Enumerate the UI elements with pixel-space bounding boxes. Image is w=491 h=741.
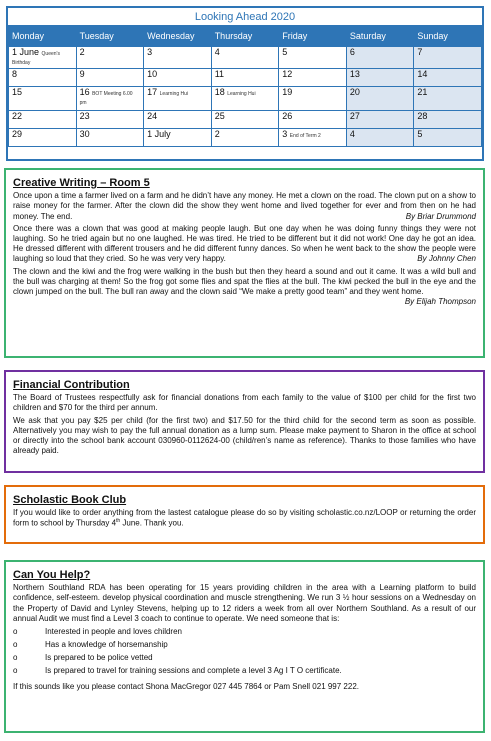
story: [13, 191, 476, 222]
calendar-date: 11: [214, 68, 225, 79]
calendar-date: 30: [79, 128, 90, 139]
calendar-event-note: End of Term 2: [289, 132, 321, 139]
help-intro: Northern Southland RDA has been operating for 15 years providing children in the area with a Learning platform to build confidence, self-esteem. develop physical coordination and muscle strengthening. We run 3 ½ hour sessions on a Wednesday on the Property of David and Lynley Stevens, helping up to 12 riders a week from all over Northern Southland. As a result of our annual Audit we must find a Level 3 coach to continue to operate. We need someone that is:: [13, 583, 476, 623]
calendar-date: 13: [349, 68, 360, 79]
calendar-event-note: Learning Hui: [159, 90, 189, 97]
calendar-date: 4: [214, 47, 220, 57]
can-you-help-section: [4, 560, 485, 733]
calendar-day-cell: [279, 68, 347, 86]
bullet-icon: o: [13, 653, 18, 663]
creative-writing-section: [4, 168, 485, 358]
calendar-date: 21: [417, 86, 428, 97]
calendar-week-row: [9, 68, 482, 86]
calendar-day-cell: [9, 128, 77, 146]
calendar-date: 7: [417, 47, 423, 57]
calendar-day-cell: [211, 128, 279, 146]
calendar-header-saturday: Saturday: [346, 27, 414, 47]
financial-contribution-heading: Financial Contribution: [13, 379, 130, 391]
story-author: By Briar Drummond: [405, 211, 476, 221]
calendar-date: 14: [417, 68, 428, 79]
calendar: [6, 6, 484, 161]
calendar-event-note: Queen's Birthday: [12, 51, 61, 67]
calendar-day-cell: [346, 47, 414, 69]
story-text: Once there was a clown that was good at making people laugh. But one day when he was doing funny things they were not laughing. So he tried again but no one laughed. He was tired. He tried to be different but it did not work! One day he got an idea. He dressed different with different trousers and he did different funny dances. So when he went back to the show the people were laughing so loud that they cried. So he was very very happy.: [13, 223, 476, 264]
requirements-list: [13, 626, 476, 678]
calendar-day-cell: [414, 47, 482, 69]
scholastic-heading: Scholastic Book Club: [13, 494, 127, 506]
calendar-day-cell: [414, 68, 482, 86]
story-text: The clown and the kiwi and the frog were walking in the bush but then they heard a sound and out it came. It was a wild bull and the bull was charging at them! So the frog got some flies and spat the flies at the bull. The kiwi pecked the bull in the eye and the clown jumped on the bull. The bull ran away and the clown said “We make a pretty good team” and they went home.: [13, 266, 476, 297]
calendar-date: 5: [282, 47, 288, 57]
calendar-title: Looking Ahead 2020: [8, 8, 482, 26]
list-item-text: Interested in people and loves children: [45, 627, 182, 637]
calendar-header-friday: Friday: [279, 27, 347, 47]
list-item: [13, 626, 476, 639]
calendar-week-row: [9, 47, 482, 69]
calendar-day-cell: [9, 86, 77, 110]
calendar-week-row: [9, 128, 482, 146]
calendar-date: 18: [214, 86, 225, 97]
calendar-date: 16: [79, 86, 90, 97]
calendar-date: 2: [214, 128, 220, 139]
calendar-day-cell: [346, 68, 414, 86]
calendar-day-cell: [76, 47, 144, 69]
calendar-date: 17: [147, 86, 158, 97]
calendar-day-cell: [9, 110, 77, 128]
calendar-week-row: [9, 110, 482, 128]
bullet-icon: o: [13, 666, 18, 676]
story: [13, 266, 476, 307]
calendar-date: 29: [12, 128, 23, 139]
calendar-date: 1 July: [147, 128, 171, 139]
calendar-day-cell: [144, 86, 212, 110]
story-author: By Johnny Chen: [417, 254, 476, 264]
calendar-date: 20: [349, 86, 360, 97]
calendar-day-cell: [414, 110, 482, 128]
help-contact: If this sounds like you please contact Shona MacGregor 027 445 7864 or Pam Snell 021 997 222.: [13, 682, 359, 692]
bullet-icon: o: [13, 640, 18, 650]
calendar-date: 27: [349, 110, 360, 121]
calendar-date: 24: [147, 110, 158, 121]
calendar-day-cell: [211, 86, 279, 110]
list-item-text: Has a knowledge of horsemanship: [45, 640, 168, 650]
calendar-day-cell: [144, 68, 212, 86]
calendar-date: 5: [417, 128, 423, 139]
calendar-day-cell: [144, 110, 212, 128]
financial-paragraph: We ask that you pay $25 per child (for the first two) and $17.50 for the third child for the second term as soon as possible. Alternatively you may wish to pay the full annual donation as a lump sum. Please make payment to Sharon in the office at school or directly into the school bank account 030960-0112624-00 (child/ren’s name as reference). Thanks to those families who have already paid.: [13, 415, 476, 456]
calendar-date: 19: [282, 86, 293, 97]
calendar-day-cell: [76, 86, 144, 110]
financial-contribution-section: [4, 370, 485, 473]
list-item: [13, 652, 476, 665]
calendar-day-cell: [279, 110, 347, 128]
scholastic-text: [13, 508, 476, 529]
calendar-header-sunday: Sunday: [414, 27, 482, 47]
list-item: [13, 665, 476, 678]
scholastic-text-end: June. Thank you.: [120, 518, 184, 528]
story-author: By Elijah Thompson: [404, 297, 476, 307]
can-you-help-heading: Can You Help?: [13, 569, 91, 581]
calendar-table: [8, 26, 482, 147]
calendar-day-cell: [279, 128, 347, 146]
scholastic-text-main: If you would like to order anything from the lastest catalogue please do so by visiting scholastic.co.nz/LOOP or returning the order form to school by Thursday 4: [13, 508, 476, 528]
ordinal-suffix: th: [116, 518, 121, 525]
calendar-date: 6: [349, 47, 355, 57]
calendar-day-cell: [9, 47, 77, 69]
calendar-day-cell: [346, 128, 414, 146]
list-item-text: Is prepared to be police vetted: [45, 653, 153, 663]
scholastic-book-club-section: [4, 485, 485, 544]
list-item-text: Is prepared to travel for training sessions and complete a level 3 Ag I T O certificate.: [45, 666, 342, 676]
calendar-day-cell: [414, 86, 482, 110]
financial-paragraph: The Board of Trustees respectfully ask for financial donations from each family to the value of $100 per child for the first two children and $70 for the third per annum.: [13, 393, 476, 413]
calendar-day-cell: [211, 47, 279, 69]
creative-writing-heading: Creative Writing – Room 5: [13, 177, 150, 189]
calendar-date: 3: [282, 128, 288, 139]
calendar-date: 22: [12, 110, 23, 121]
calendar-header-wednesday: Wednesday: [144, 27, 212, 47]
calendar-date: 4: [349, 128, 355, 139]
calendar-date: 3: [147, 47, 153, 57]
calendar-date: 25: [214, 110, 225, 121]
story: [13, 224, 476, 265]
calendar-event-note: BOT Meeting 6.00 pm: [79, 90, 133, 107]
calendar-date: 28: [417, 110, 428, 121]
story-text: Once upon a time a farmer lived on a farm and he didn’t have any money. He met a clown on the road. The clown put on a show to raise money for the farmer. After the clown did the show they went home and lived together for ever and from then on he had money. The end.: [13, 191, 476, 221]
calendar-day-cell: [76, 110, 144, 128]
calendar-event-note: Learning Hui: [227, 90, 256, 97]
calendar-date: 23: [79, 110, 90, 121]
calendar-date: 8: [12, 68, 18, 79]
bullet-icon: o: [13, 627, 18, 637]
calendar-day-cell: [346, 110, 414, 128]
calendar-date: 9: [79, 68, 85, 79]
calendar-date: 1 June: [12, 47, 40, 57]
calendar-week-row: [9, 86, 482, 110]
calendar-day-cell: [76, 68, 144, 86]
calendar-header-thursday: Thursday: [211, 27, 279, 47]
calendar-date: 2: [79, 47, 85, 57]
calendar-day-cell: [346, 86, 414, 110]
list-item: [13, 639, 476, 652]
calendar-day-cell: [144, 128, 212, 146]
calendar-date: 26: [282, 110, 293, 121]
calendar-day-cell: [211, 68, 279, 86]
calendar-date: 12: [282, 68, 293, 79]
calendar-day-cell: [279, 86, 347, 110]
calendar-day-cell: [211, 110, 279, 128]
calendar-day-cell: [76, 128, 144, 146]
calendar-header-tuesday: Tuesday: [76, 27, 144, 47]
calendar-day-cell: [9, 68, 77, 86]
calendar-header-monday: Monday: [9, 27, 77, 47]
calendar-day-cell: [144, 47, 212, 69]
calendar-date: 15: [12, 86, 23, 97]
calendar-day-cell: [279, 47, 347, 69]
calendar-day-cell: [414, 128, 482, 146]
calendar-date: 10: [147, 68, 158, 79]
